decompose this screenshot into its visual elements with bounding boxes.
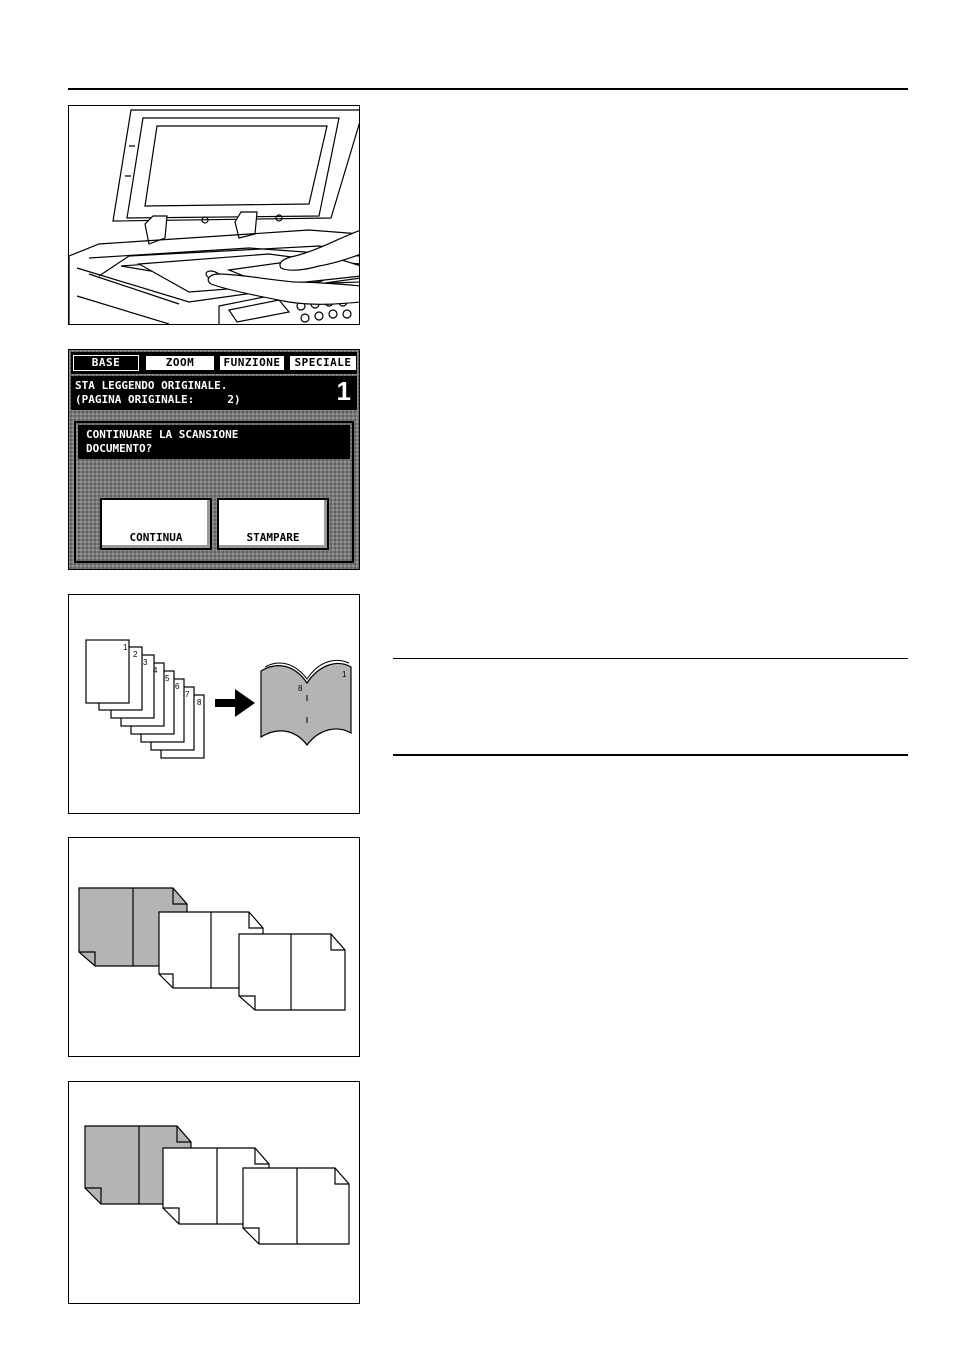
page-num-5: 5 — [165, 674, 170, 683]
copier-illustration — [68, 105, 360, 325]
print-button[interactable]: STAMPARE — [217, 498, 329, 550]
tab-zoom[interactable]: ZOOM — [145, 355, 215, 371]
page-num-1: 1 — [123, 643, 128, 652]
header-rule — [68, 88, 908, 90]
page-num-7: 7 — [185, 690, 190, 699]
status-message — [71, 376, 357, 410]
dialog-line-1: CONTINUARE LA SCANSIONE — [86, 428, 239, 441]
spread-drawing-2 — [69, 1082, 360, 1304]
booklet-illustration — [68, 594, 360, 814]
copy-count: 1 — [336, 376, 351, 406]
page-num-3: 3 — [143, 658, 148, 667]
tab-bar — [71, 352, 357, 374]
note-rule-top — [393, 658, 908, 659]
continue-button[interactable]: CONTINUA — [100, 498, 212, 550]
copier-drawing — [69, 106, 360, 325]
tab-base[interactable]: BASE — [73, 355, 139, 371]
spread-drawing-1 — [69, 838, 360, 1057]
status-line-1: STA LEGGENDO ORIGINALE. — [75, 379, 228, 392]
tab-speciale[interactable]: SPECIALE — [289, 355, 357, 371]
page-num-4: 4 — [153, 666, 158, 675]
tab-funzione[interactable]: FUNZIONE — [219, 355, 285, 371]
continue-scan-dialog — [74, 421, 354, 563]
page-num-6: 6 — [175, 682, 180, 691]
arrow-right-icon — [215, 689, 255, 717]
note-rule-bottom — [393, 754, 908, 756]
status-line-2: (PAGINA ORIGINALE: 2) — [75, 393, 241, 406]
spread-illustration-1 — [68, 837, 360, 1057]
page-num-8: 8 — [197, 698, 202, 707]
booklet-page-left: 8 — [298, 684, 303, 693]
lcd-panel — [68, 349, 360, 570]
finished-booklet — [261, 664, 351, 745]
spread-illustration-2 — [68, 1081, 360, 1304]
dialog-line-2: DOCUMENTO? — [86, 442, 153, 455]
page-num-2: 2 — [133, 650, 138, 659]
booklet-page-right: 1 — [342, 670, 347, 679]
dialog-message — [78, 425, 350, 459]
booklet-drawing — [69, 595, 360, 814]
